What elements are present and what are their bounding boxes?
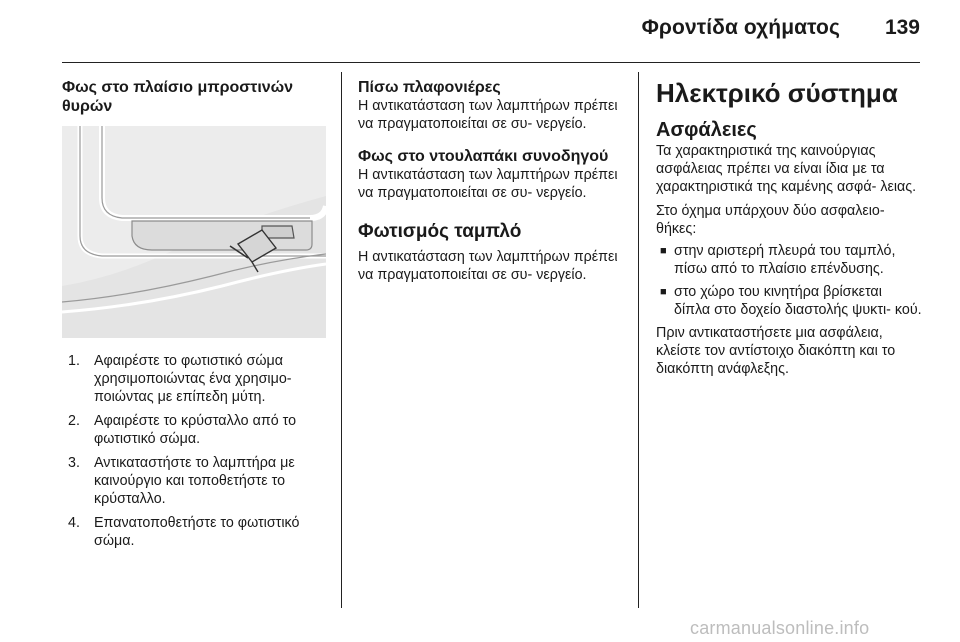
fuses-paragraph-1: Τα χαρακτηριστικά της καινούργιας ασφάλειας πρέπει να είναι ίδια με τα χαρακτηριστικά της καμένης ασφά- λειας. [656, 143, 917, 195]
bullet-icon: ■ [660, 286, 667, 298]
fusebox-locations [656, 242, 922, 319]
list-item [62, 412, 328, 448]
step-text: Αντικαταστήστε το λαμπτήρα με καινούργιο και τοποθετήστε το κρύσταλλο. [94, 455, 295, 507]
glovebox-light-text: Η αντικατάσταση των λαμπτήρων πρέπει να πραγματοποιείται σε συ- νεργείο. [358, 167, 618, 201]
column-divider-1 [341, 72, 342, 608]
column-left [62, 78, 328, 556]
fuses-paragraph-3: Πριν αντικαταστήσετε μια ασφάλεια, κλείστε τον αντίστοιχο διακόπτη και το διακόπτη ανάφλεξης. [656, 325, 896, 377]
page-number: 139 [884, 16, 920, 39]
bullet-text: στο χώρο του κινητήρα βρίσκεται δίπλα στο δοχείο διαστολής ψυκτι- κού. [674, 284, 922, 318]
column-divider-2 [638, 72, 639, 608]
list-item [62, 352, 328, 406]
list-item [656, 283, 922, 319]
glovebox-light-heading: Φως στο ντουλαπάκι συνοδηγού [358, 148, 609, 165]
electrical-system-title: Ηλεκτρικό σύστημα [656, 78, 898, 108]
door-light-heading: Φως στο πλαίσιο μπροστινών θυρών [62, 79, 294, 115]
step-number: 3. [68, 455, 80, 471]
bullet-text: στην αριστερή πλευρά του ταμπλό, πίσω από το πλαίσιο επένδυσης. [674, 243, 896, 277]
bullet-icon: ■ [660, 245, 667, 257]
fuses-heading: Ασφάλειες [656, 119, 757, 141]
step-number: 1. [68, 353, 80, 369]
step-text: Αφαιρέστε το κρύσταλλο από το φωτιστικό σώμα. [94, 413, 297, 447]
page-header-title: Φροντίδα οχήματος [641, 16, 840, 39]
step-text: Επανατοποθετήστε το φωτιστικό σώμα. [94, 515, 300, 549]
door-light-illustration [62, 126, 326, 338]
door-light-steps [62, 352, 328, 550]
header-divider [62, 62, 920, 63]
step-number: 2. [68, 413, 80, 429]
step-text: Αφαιρέστε το φωτιστικό σώμα χρησιμοποιώντας ένα χρησιμο- ποιώντας με επίπεδη μύτη. [94, 353, 292, 405]
column-middle [358, 78, 624, 284]
rear-lights-heading: Πίσω πλαφονιέρες [358, 79, 501, 96]
rear-lights-text: Η αντικατάσταση των λαμπτήρων πρέπει να πραγματοποιείται σε συ- νεργείο. [358, 98, 618, 132]
list-item [656, 242, 922, 278]
list-item [62, 514, 328, 550]
watermark: carmanualsonline.info [690, 618, 870, 638]
dashboard-light-text: Η αντικατάσταση των λαμπτήρων πρέπει να πραγματοποιείται σε συ- νεργείο. [358, 249, 618, 283]
list-item [62, 454, 328, 508]
column-right [656, 78, 922, 378]
fuses-paragraph-2: Στο όχημα υπάρχουν δύο ασφαλειο- θήκες: [656, 203, 885, 237]
step-number: 4. [68, 515, 80, 531]
dashboard-light-heading: Φωτισμός ταμπλό [358, 221, 522, 242]
